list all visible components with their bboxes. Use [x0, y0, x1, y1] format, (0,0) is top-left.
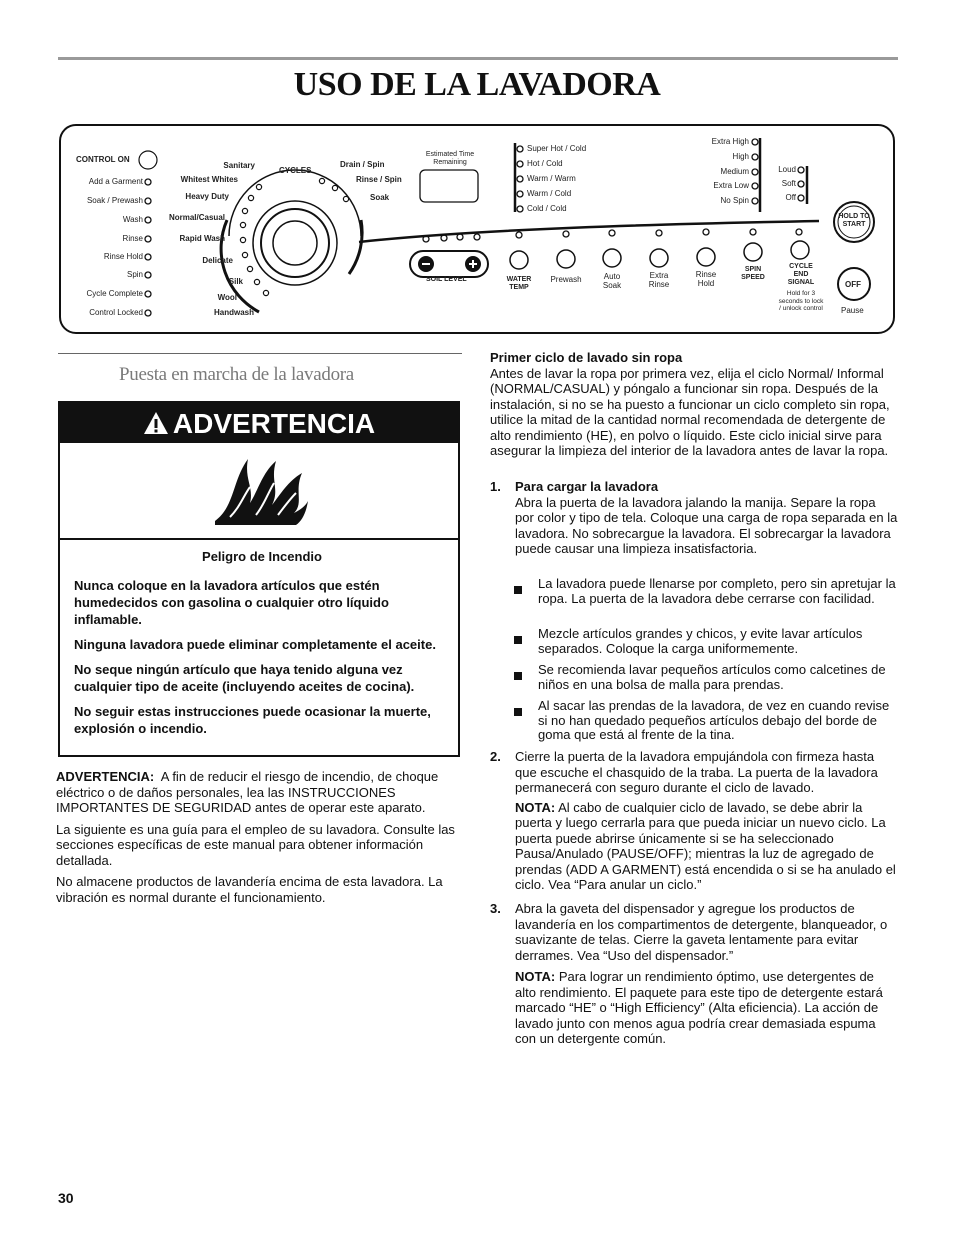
cycle-label: Rapid Wash: [179, 234, 225, 243]
nota-label: NOTA:: [515, 969, 556, 984]
hazard-title: Peligro de Incendio: [202, 549, 322, 564]
status-label: Spin: [126, 270, 143, 279]
bullet-square: [514, 667, 522, 685]
hold-to-start-label: HOLD TO START: [838, 213, 870, 228]
step-1: [515, 479, 898, 557]
spin-speed-label: SPIN SPEED: [741, 266, 765, 281]
cycle-label: Handwash: [213, 308, 254, 317]
right-column: [490, 350, 898, 459]
warning-box: [58, 401, 460, 757]
spin-speed-option: High: [732, 152, 749, 161]
cycle-label: Normal/Casual: [168, 213, 225, 222]
bullet-item: Se recomienda lavar pequeños artículos como calcetines de niños en una bolsa de malla para prendas.: [538, 662, 886, 692]
left-column: [56, 769, 462, 905]
extra-rinse-label: Extra Rinse: [648, 271, 670, 289]
step-2: [515, 749, 898, 893]
cycle-label: Sanitary: [223, 161, 255, 170]
status-label: Control Locked: [89, 308, 143, 317]
cycle-label: Silk: [228, 277, 243, 286]
off-label: OFF: [845, 280, 861, 289]
pause-label: Pause: [841, 306, 864, 315]
cycle-label: Whitest Whites: [180, 175, 238, 184]
page-title: USO DE LA LAVADORA: [293, 66, 661, 103]
spin-speed-option: Medium: [720, 167, 749, 176]
spin-speed-option: Extra High: [711, 137, 749, 146]
status-label: Rinse: [122, 234, 143, 243]
estimated-time-label: Estimated Time Remaining: [425, 151, 475, 166]
advertencia-text: A fin de reducir el riesgo de incendio, de choque eléctrico o de daños personales, lea las INSTRUCCIONES IMPORTANTES DE SEGURIDAD antes de operar este aparato.: [56, 769, 439, 815]
step-1-text: Abra la puerta de la lavadora jalando la manija. Separe la ropa por color y tipo de tela. Coloque una carga de ropa separada en la lavadora. No sobrecargue la lavadora. El sobrecargar la lavadora puede causar una limpieza insatisfactoria.: [515, 494, 898, 556]
cycle-end-signal-label: CYCLE END SIGNAL: [787, 263, 815, 286]
warning-line: Ninguna lavadora puede eliminar completamente el aceite.: [74, 637, 436, 652]
signal-option: Off: [785, 193, 796, 202]
nota-label: NOTA:: [515, 799, 556, 815]
step-3-text: Abra la gaveta del dispensador y agregue los productos de lavandería en los compartimentos de detergente, blanqueador, o suavizante de telas. Cierre la gaveta lentamente para evitar derrames. Vea “Uso del dispensador.”: [515, 901, 888, 963]
water-temp-option: Hot / Cold: [527, 159, 563, 168]
cycle-label: Wool: [217, 293, 237, 302]
status-label: Soak / Prewash: [86, 196, 143, 205]
bullet-square: [514, 581, 522, 599]
water-temp-option: Warm / Cold: [527, 189, 572, 198]
control-panel-illustration: [59, 124, 895, 334]
bullet-square: [514, 703, 522, 721]
advertencia-label: ADVERTENCIA:: [56, 769, 155, 784]
cycle-label: Drain / Spin: [340, 160, 385, 169]
warning-line: Nunca coloque en la lavadora artículos que estén humedecidos con gasolina o cualquier otro líquido inflamable.: [74, 578, 389, 627]
fire-hazard-area: [60, 443, 458, 540]
step-2-text: Cierre la puerta de la lavadora empujándola con firmeza hasta que escuche el chasquido de la traba. La puerta de la lavadora permanecerá con seguro durante el ciclo de lavado.: [515, 749, 878, 795]
prewash-label: Prewash: [550, 275, 582, 284]
intro-paragraph: Antes de lavar la ropa por primera vez, elija el ciclo Normal/ Informal (NORMAL/CASUAL) y póngalo a funcionar sin ropa. Después de la instalación, si no se ha puesto a funcionar un ciclo completo sin ropa, utilice la mitad de la cantidad normal recomendada de detergente de alto rendimiento (HE), en polvo o líquido. Este ciclo inicial sirve para asegurar la limpieza del interior de la lavadora antes de lavar la ropa.: [490, 365, 890, 458]
bullet-item: La lavadora puede llenarse por completo, pero sin apretujar la ropa. La puerta de la lavadora debe cerrarse con facilidad.: [538, 576, 896, 606]
signal-option: Loud: [778, 165, 796, 174]
cycle-label: Delicate: [202, 256, 233, 265]
warning-heading: ADVERTENCIA: [172, 408, 376, 439]
warning-triangle-icon: [143, 411, 169, 435]
paragraph: La siguiente es una guía para el empleo de su lavadora. Consulte las secciones específicas de este manual para obtener información detallada.: [56, 821, 455, 868]
spin-speed-option: Extra Low: [713, 181, 749, 190]
warning-header: [60, 403, 458, 443]
status-label: Rinse Hold: [103, 252, 143, 261]
step-number: 3.: [490, 901, 501, 916]
soil-level-label: SOIL LEVEL: [426, 276, 467, 283]
right-heading: Primer ciclo de lavado sin ropa: [490, 350, 683, 365]
water-temp-option: Warm / Warm: [527, 174, 576, 183]
water-temp-label: WATER TEMP: [506, 276, 532, 291]
bullet-item: Mezcle artículos grandes y chicos, y evite lavar artículos separados. Coloque la carga uniformemente.: [538, 626, 863, 656]
bullet-square: [514, 631, 522, 649]
status-label: Add a Garment: [88, 177, 143, 186]
bullet-item: Al sacar las prendas de la lavadora, de vez en cuando revise si no han quedado pequeños artículos debajo del borde de goma que está al frente de la tina.: [538, 698, 890, 742]
status-label: Cycle Complete: [86, 289, 143, 298]
signal-option: Soft: [781, 179, 796, 188]
control-on-label: CONTROL ON: [76, 155, 130, 164]
cycles-label: CYCLES: [279, 166, 312, 175]
auto-soak-label: Auto Soak: [602, 272, 622, 290]
paragraph: No almacene productos de lavandería encima de esta lavadora. La vibración es normal durante el funcionamiento.: [56, 874, 443, 905]
nota-text: Para lograr un rendimiento óptimo, use detergentes de alto rendimiento. El paquete para este tipo de detergente estará marcado “HE” o “High Efficiency” (Alta eficiencia). La acción de lavado junto con menos agua podría crear demasiada espuma con un detergente común.: [515, 969, 883, 1046]
step-number: 2.: [490, 749, 501, 764]
step-3: [515, 901, 898, 1047]
top-rule: [58, 57, 898, 60]
section-subheading: Puesta en marcha de la lavadora: [119, 364, 354, 385]
warning-text: [74, 548, 450, 745]
warning-line: No seguir estas instrucciones puede ocasionar la muerte, explosión o incendio.: [74, 704, 431, 736]
cycle-label: Soak: [370, 193, 390, 202]
hold-note: Hold for 3 seconds to lock / unlock control: [778, 290, 824, 312]
page-number: 30: [58, 1190, 74, 1206]
step-number: 1.: [490, 479, 501, 494]
spin-speed-option: No Spin: [720, 196, 749, 205]
fire-icon: [210, 451, 310, 531]
rinse-hold-label: Rinse Hold: [695, 270, 717, 288]
status-label: Wash: [122, 215, 143, 224]
nota-text: Al cabo de cualquier ciclo de lavado, se debe abrir la puerta y luego cerrarla para que pueda iniciar un nuevo ciclo. La puerta puede abrirse únicamente si se ha seleccionado Pausa/Anulado (PAUSE/OFF); mientras la luz de agregado de prendas (ADD A GARMENT) está encendida o si se ha anulado el ciclo. Vea “Para anular un ciclo.”: [515, 799, 896, 892]
cycle-label: Rinse / Spin: [356, 175, 402, 184]
water-temp-option: Super Hot / Cold: [527, 144, 587, 153]
step-1-title: Para cargar la lavadora: [515, 479, 659, 494]
section-rule: [58, 353, 462, 354]
warning-line: No seque ningún artículo que haya tenido alguna vez cualquier tipo de aceite (incluyendo aceites de cocina).: [74, 662, 415, 694]
cycle-label: Heavy Duty: [185, 192, 229, 201]
water-temp-option: Cold / Cold: [527, 204, 567, 213]
